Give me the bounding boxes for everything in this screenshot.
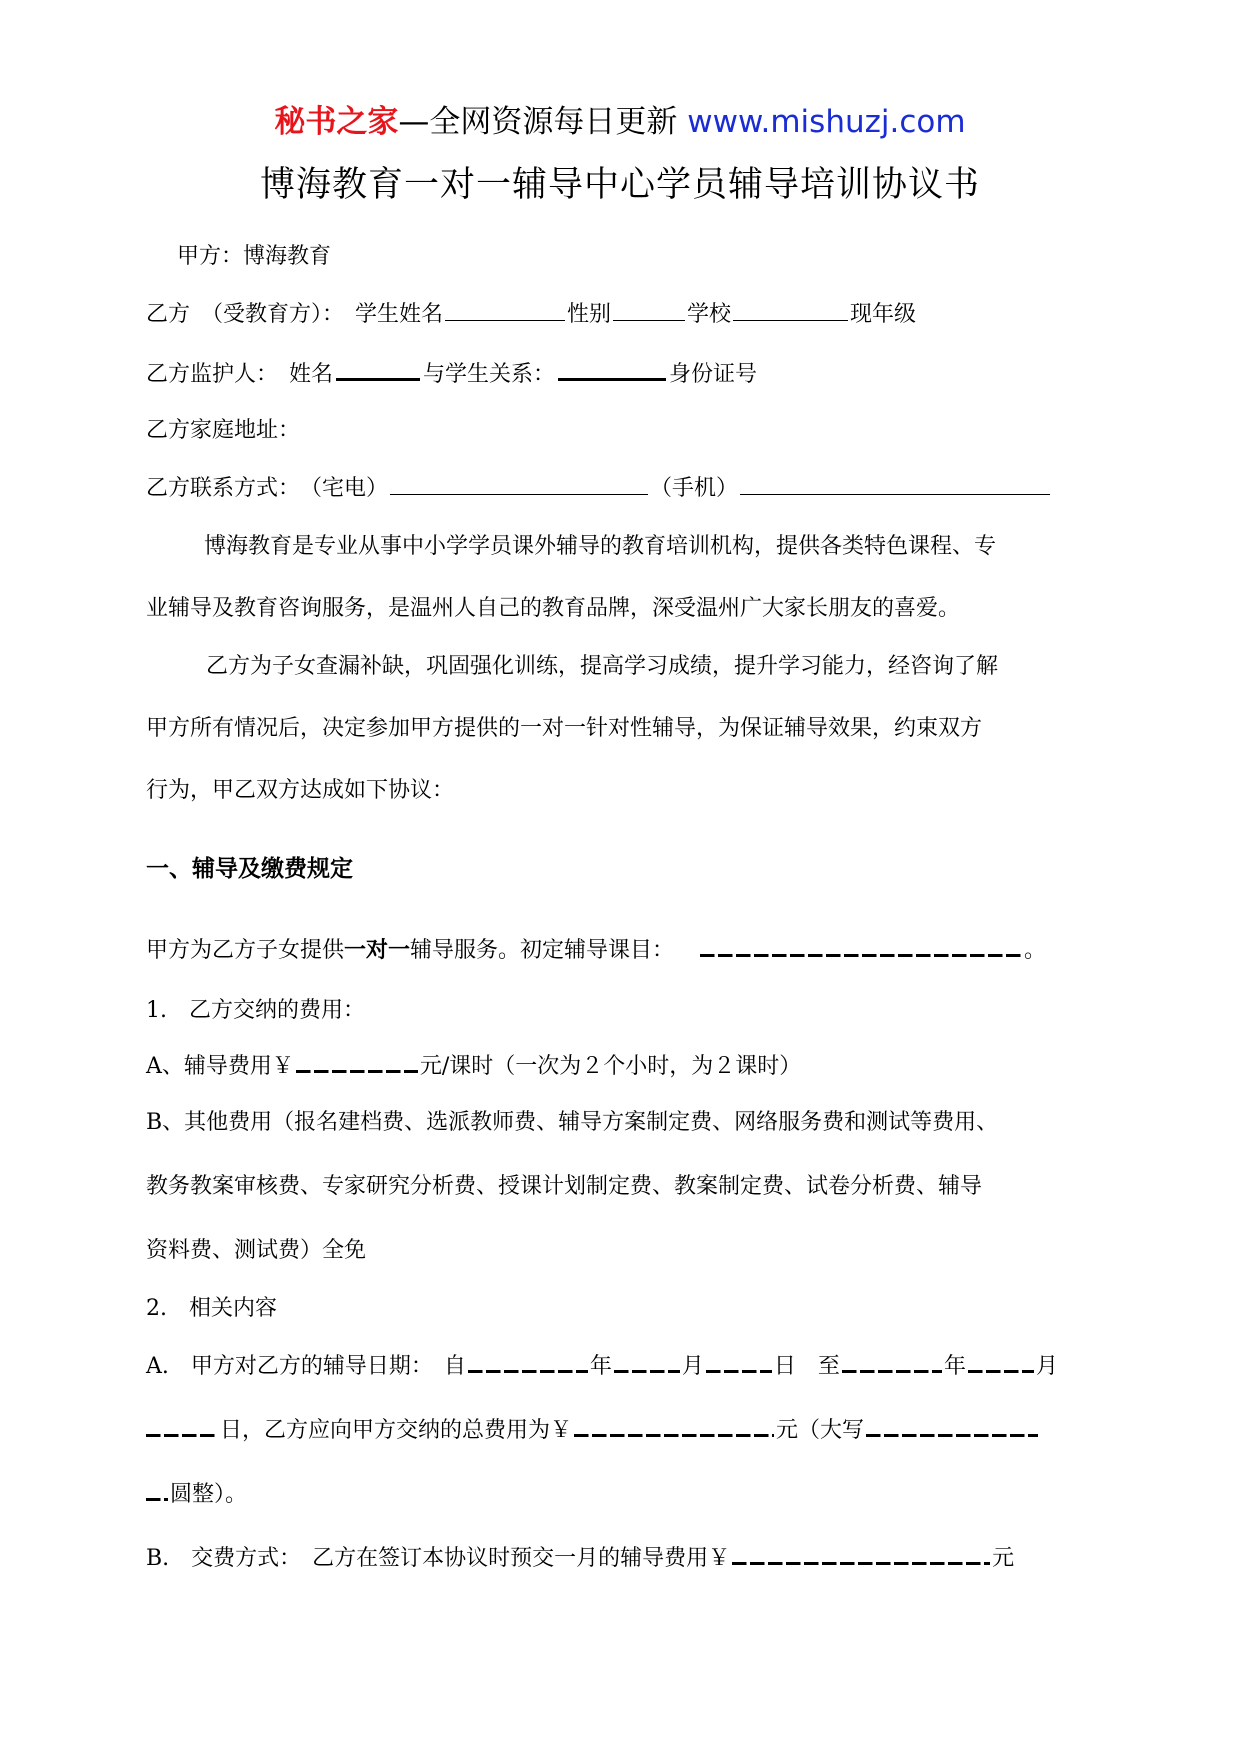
date-label: A. 甲方对乙方的辅导日期： 自 [146, 1354, 466, 1379]
fee-b-line-1: B、其他费用（报名建档费、选派教师费、辅导方案制定费、网络服务费和测试等费用、 [146, 1110, 999, 1135]
mobile-blank [740, 472, 1050, 495]
party-a-line: 甲方：博海教育 [177, 244, 332, 269]
start-month-blank [614, 1351, 680, 1373]
total-end-line [146, 1478, 247, 1512]
fee-a-blank [296, 1051, 418, 1073]
intro-line-3: 乙方为子女查漏补缺，巩固强化训练，提高学习成绩，提升学习能力，经咨询了解 [206, 654, 999, 679]
start-year-blank [468, 1351, 588, 1373]
contact-line [146, 472, 1052, 506]
start-day-blank [706, 1351, 772, 1373]
total-amount-blank [574, 1415, 774, 1437]
date-line [146, 1350, 1058, 1384]
service-line [146, 934, 1046, 968]
relation-blank [558, 356, 666, 381]
payment-blank [732, 1543, 990, 1565]
fee-a-suffix: 元/课时（一次为２个小时，为２课时） [419, 1054, 802, 1079]
banner-brand: 秘书之家 [274, 104, 399, 140]
id-label: 身份证号 [669, 362, 758, 387]
home-phone-label: 乙方联系方式： （宅电） [146, 476, 389, 501]
course-blank [700, 935, 1022, 957]
end-day-blank [146, 1415, 218, 1437]
section-1-heading: 一、辅导及缴费规定 [146, 856, 353, 882]
intro-line-1: 博海教育是专业从事中小学学员课外辅导的教育培训机构，提供各类特色课程、专 [204, 534, 997, 559]
item-1-line: 1. 乙方交纳的费用： [146, 998, 365, 1023]
school-label: 学校 [687, 302, 732, 327]
total-uppercase-blank [866, 1415, 1038, 1437]
grade-label: 现年级 [850, 302, 917, 327]
banner-url-link[interactable]: www.mishuzj.com [687, 104, 966, 140]
item-2-line: 2. 相关内容 [146, 1296, 277, 1321]
party-b-label: 乙方 （受教育方）： 学生姓名 [146, 302, 444, 327]
year-label: 年 [589, 1354, 612, 1379]
party-b-line [146, 298, 916, 332]
total-uppercase-label: 元（大写 [776, 1418, 865, 1443]
banner-slogan: —全网资源每日更新 [398, 104, 678, 140]
year-label-2: 年 [943, 1354, 966, 1379]
site-banner [0, 100, 1240, 144]
document-title: 博海教育一对一辅导中心学员辅导培训协议书 [259, 165, 980, 205]
fee-b-line-3: 资料费、测试费）全免 [146, 1238, 367, 1263]
service-text-a: 甲方为乙方子女提供 [146, 938, 345, 963]
end-year-blank [842, 1351, 942, 1373]
total-end-text: 圆整）。 [170, 1482, 248, 1507]
fee-a-line [146, 1050, 801, 1084]
fee-a-label: A、辅导费用￥ [146, 1054, 294, 1079]
total-uppercase-blank-cont [146, 1479, 168, 1501]
payment-line [146, 1542, 1014, 1576]
day-to-label: 日 至 [773, 1354, 840, 1379]
payment-label: B. 交费方式： 乙方在签订本协议时预交一月的辅导费用￥ [146, 1546, 731, 1571]
month-label-2: 月 [1035, 1354, 1058, 1379]
student-name-blank [445, 298, 565, 321]
school-blank [733, 298, 848, 321]
intro-line-4: 甲方所有情况后，决定参加甲方提供的一对一针对性辅导，为保证辅导效果，约束双方 [146, 716, 983, 741]
intro-line-5: 行为，甲乙双方达成如下协议： [146, 778, 455, 803]
service-text-bold: 一对一 [344, 938, 411, 963]
relation-label: 与学生关系： [423, 362, 556, 387]
gender-blank [613, 298, 685, 321]
gender-label: 性别 [567, 302, 612, 327]
total-label: 日，乙方应向甲方交纳的总费用为￥ [220, 1418, 573, 1443]
total-line [146, 1414, 1040, 1448]
service-end: 。 [1024, 938, 1047, 963]
address-line: 乙方家庭地址： [146, 418, 301, 443]
fee-b-line-2: 教务教案审核费、专家研究分析费、授课计划制定费、教案制定费、试卷分析费、辅导 [146, 1174, 983, 1199]
payment-suffix: 元 [992, 1546, 1015, 1571]
end-month-blank [968, 1351, 1034, 1373]
intro-line-2: 业辅导及教育咨询服务，是温州人自己的教育品牌，深受温州广大家长朋友的喜爱。 [146, 596, 961, 621]
guardian-label: 乙方监护人： 姓名 [146, 362, 334, 387]
guardian-line [146, 356, 757, 392]
month-label: 月 [681, 1354, 704, 1379]
home-phone-blank [390, 472, 648, 495]
guardian-name-blank [336, 356, 420, 381]
service-text-b: 辅导服务。初定辅导课目： [410, 938, 675, 963]
mobile-label: （手机） [650, 476, 739, 501]
